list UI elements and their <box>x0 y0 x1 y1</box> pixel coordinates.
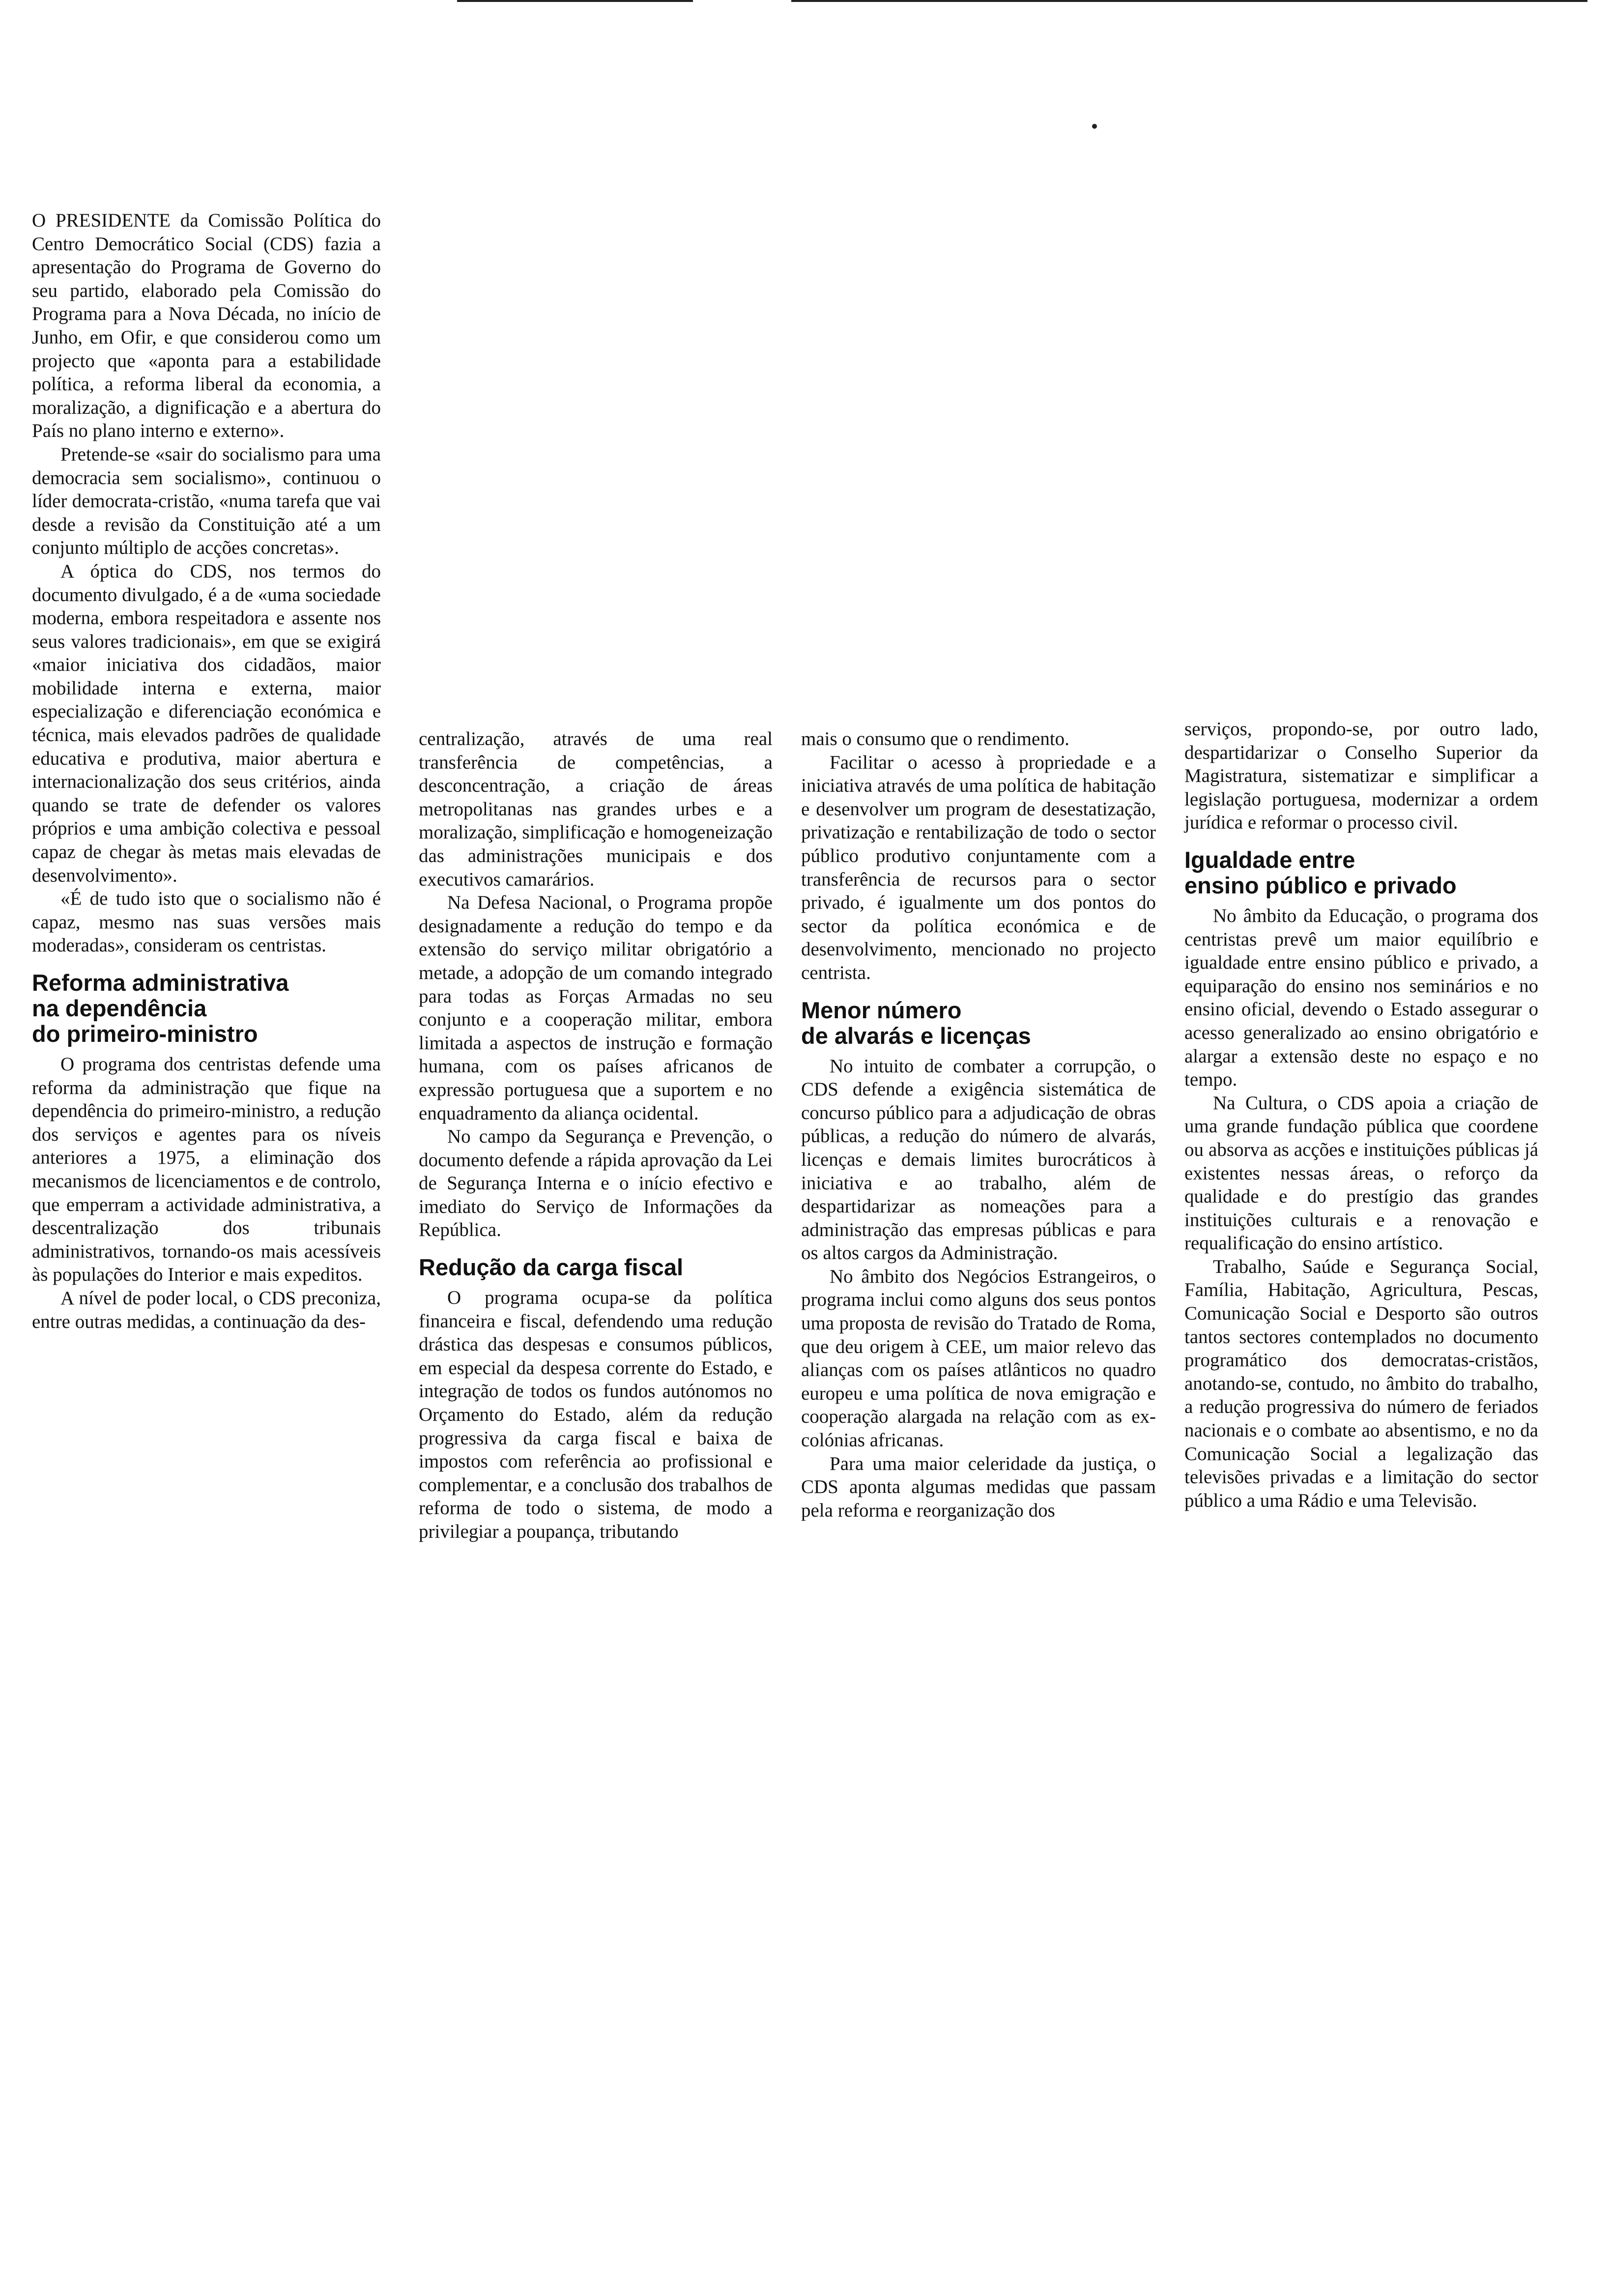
paragraph: mais o consumo que o rendimento. <box>801 728 1069 749</box>
paragraph: centralização, através de uma real transferência de competências, a desconcentração, a criação de áreas metropolitanas nas grandes urbes e a moralização, simplificação e homogeneização das administrações municipais e dos executivos camarários. <box>419 728 773 890</box>
top-rule-right <box>791 0 1587 2</box>
paragraph: No âmbito dos Negócios Estrangeiros, o programa inclui como alguns dos seus pontos uma proposta de revisão do Tratado de Roma, que deu origem à CEE, um maior relevo das alianças com os países atlânticos no quadro europeu e uma política de nova emigração e cooperação alargada na relação com as ex-colónias africanas. <box>801 1265 1156 1451</box>
paragraph: «É de tudo isto que o socialismo não é capaz, mesmo nas suas versões mais moderadas», consideram os centristas. <box>32 888 381 956</box>
paragraph: No âmbito da Educação, o programa dos centristas prevê um maior equilíbrio e igualdade entre ensino público e privado, a equiparação do ensino nos seminários e no ensino oficial, devendo o Estado assegurar o acesso generalizado ao ensino obrigatório e alargar a extensão deste no espaço e no tempo. <box>1184 905 1538 1091</box>
subheading-menor-numero-alvaras: Menor número de alvarás e licenças <box>801 997 1031 1049</box>
paragraph: O PRESIDENTE da Comissão Política do Centro Democrático Social (CDS) fazia a apresentação do Programa de Governo do seu partido, elaborado pela Comissão do Programa para a Nova Década, no início de Junho, em Ofir, e que considerou como um projecto que «aponta para a estabilidade política, a reforma liberal da economia, a moralização, a dignificação e a abertura do País no plano interno e externo». <box>32 210 381 442</box>
paragraph: No campo da Segurança e Prevenção, o documento defende a rápida aprovação da Lei de Segurança Interna e o início efectivo e imediato do Serviço de Informações da República. <box>419 1126 773 1241</box>
paragraph: A nível de poder local, o CDS preconiza, entre outras medidas, a continuação da des- <box>32 1287 381 1332</box>
paragraph: No intuito de combater a corrupção, o CDS defende a exigência sistemática de concurso público para a adjudicação de obras públicas, a redução do número de alvarás, licenças e demais limites burocráticos à iniciativa e ao trabalho, além de despartidarizar as nomeações para a administração das empresas públicas e para os altos cargos da Administração. <box>801 1055 1156 1264</box>
paragraph: Na Cultura, o CDS apoia a criação de uma grande fundação pública que coordene ou absorva as acções e instituições públicas já existentes nessas áreas, o reforço da qualidade e do prestígio das grandes instituições culturais e a renovação e requalificação do ensino artístico. <box>1184 1092 1538 1254</box>
paragraph: Facilitar o acesso à propriedade e a iniciativa através de uma política de habitação e desenvolver um program de desestatização, privatização e rentabilização de todo o sector público produtivo conjuntamente com a transferência de recursos para o sector privado, é igualmente um dos pontos do sector da política económica e de desenvolvimento, mencionado no projecto centrista. <box>801 751 1156 983</box>
paragraph: A óptica do CDS, nos termos do documento divulgado, é a de «uma sociedade moderna, embora respeitadora e assente nos seus valores tradicionais», em que se exigirá «maior iniciativa dos cidadãos, maior mobilidade interna e externa, maior especialização e diferenciação económica e técnica, mais elevados padrões de qualidade educativa e produtiva, maior abertura e internacionalização dos seus critérios, ainda quando se trate de defender os valores próprios e uma ambição colectiva e pessoal capaz de chegar às metas mais elevadas de desenvolvimento». <box>32 560 381 886</box>
paragraph: Na Defesa Nacional, o Programa propõe designadamente a redução do tempo e da extensão do serviço militar obrigatório a metade, a adopção de um comando integrado para todas as Forças Armadas no seu conjunto e a cooperação militar, embora limitada a aspectos de instrução e formação humana, com os países africanos de expressão portuguesa que a suportem e no enquadramento da aliança ocidental. <box>419 892 773 1124</box>
paragraph: O programa dos centristas defende uma reforma da administração que fique na dependência do primeiro-ministro, a redução dos serviços e agentes para os níveis anteriores a 1975, a eliminação dos mecanismos de licenciamentos e de controlo, que emperram a actividade administrativa, a descentralização dos tribunais administrativos, tornando-os mais acessíveis às populações do Interior e mais expeditos. <box>32 1054 381 1286</box>
top-rule-left <box>457 0 693 2</box>
subheading-reforma-administrativa: Reforma administrativa na dependência do primeiro-ministro <box>32 970 289 1047</box>
article-column-4 <box>1184 718 1538 1512</box>
article-column-1 <box>32 209 381 1333</box>
article-column-3 <box>801 727 1156 1522</box>
article-column-2 <box>419 727 773 1544</box>
paragraph: Trabalho, Saúde e Segurança Social, Família, Habitação, Agricultura, Pescas, Comunicação Social e Desporto são outros tantos sectores contemplados no documento programático dos democratas-cristãos, anotando-se, contudo, no âmbito do trabalho, a redução progressiva do número de feriados nacionais e o combate ao absentismo, e no da Comunicação Social a legalização das televisões privadas e a limitação do sector público a uma Rádio e uma Televisão. <box>1184 1256 1538 1511</box>
paragraph: O programa ocupa-se da política financeira e fiscal, defendendo uma redução drástica das despesas e consumos públicos, em especial da despesa corrente do Estado, e integração de todos os fundos autónomos no Orçamento do Estado, além da redução progressiva da carga fiscal e baixa de impostos com referência ao profissional e complementar, e a conclusão dos trabalhos de reforma de todo o sistema, de modo a privilegiar a poupança, tributando <box>419 1287 773 1542</box>
paragraph: Pretende-se «sair do socialismo para uma democracia sem socialismo», continuou o líder democrata-cristão, «numa tarefa que vai desde a revisão da Constituição até a um conjunto múltiplo de acções concretas». <box>32 443 381 559</box>
scan-speck <box>1092 124 1097 129</box>
paragraph: serviços, propondo-se, por outro lado, despartidarizar o Conselho Superior da Magistratura, sistematizar e simplificar a legislação portuguesa, modernizar a ordem jurídica e reformar o processo civil. <box>1184 718 1538 833</box>
subheading-reducao-carga-fiscal: Redução da carga fiscal <box>419 1254 684 1281</box>
subheading-igualdade-ensino: Igualdade entre ensino público e privado <box>1184 846 1457 898</box>
paragraph: Para uma maior celeridade da justiça, o CDS aponta algumas medidas que passam pela reforma e reorganização dos <box>801 1453 1156 1521</box>
